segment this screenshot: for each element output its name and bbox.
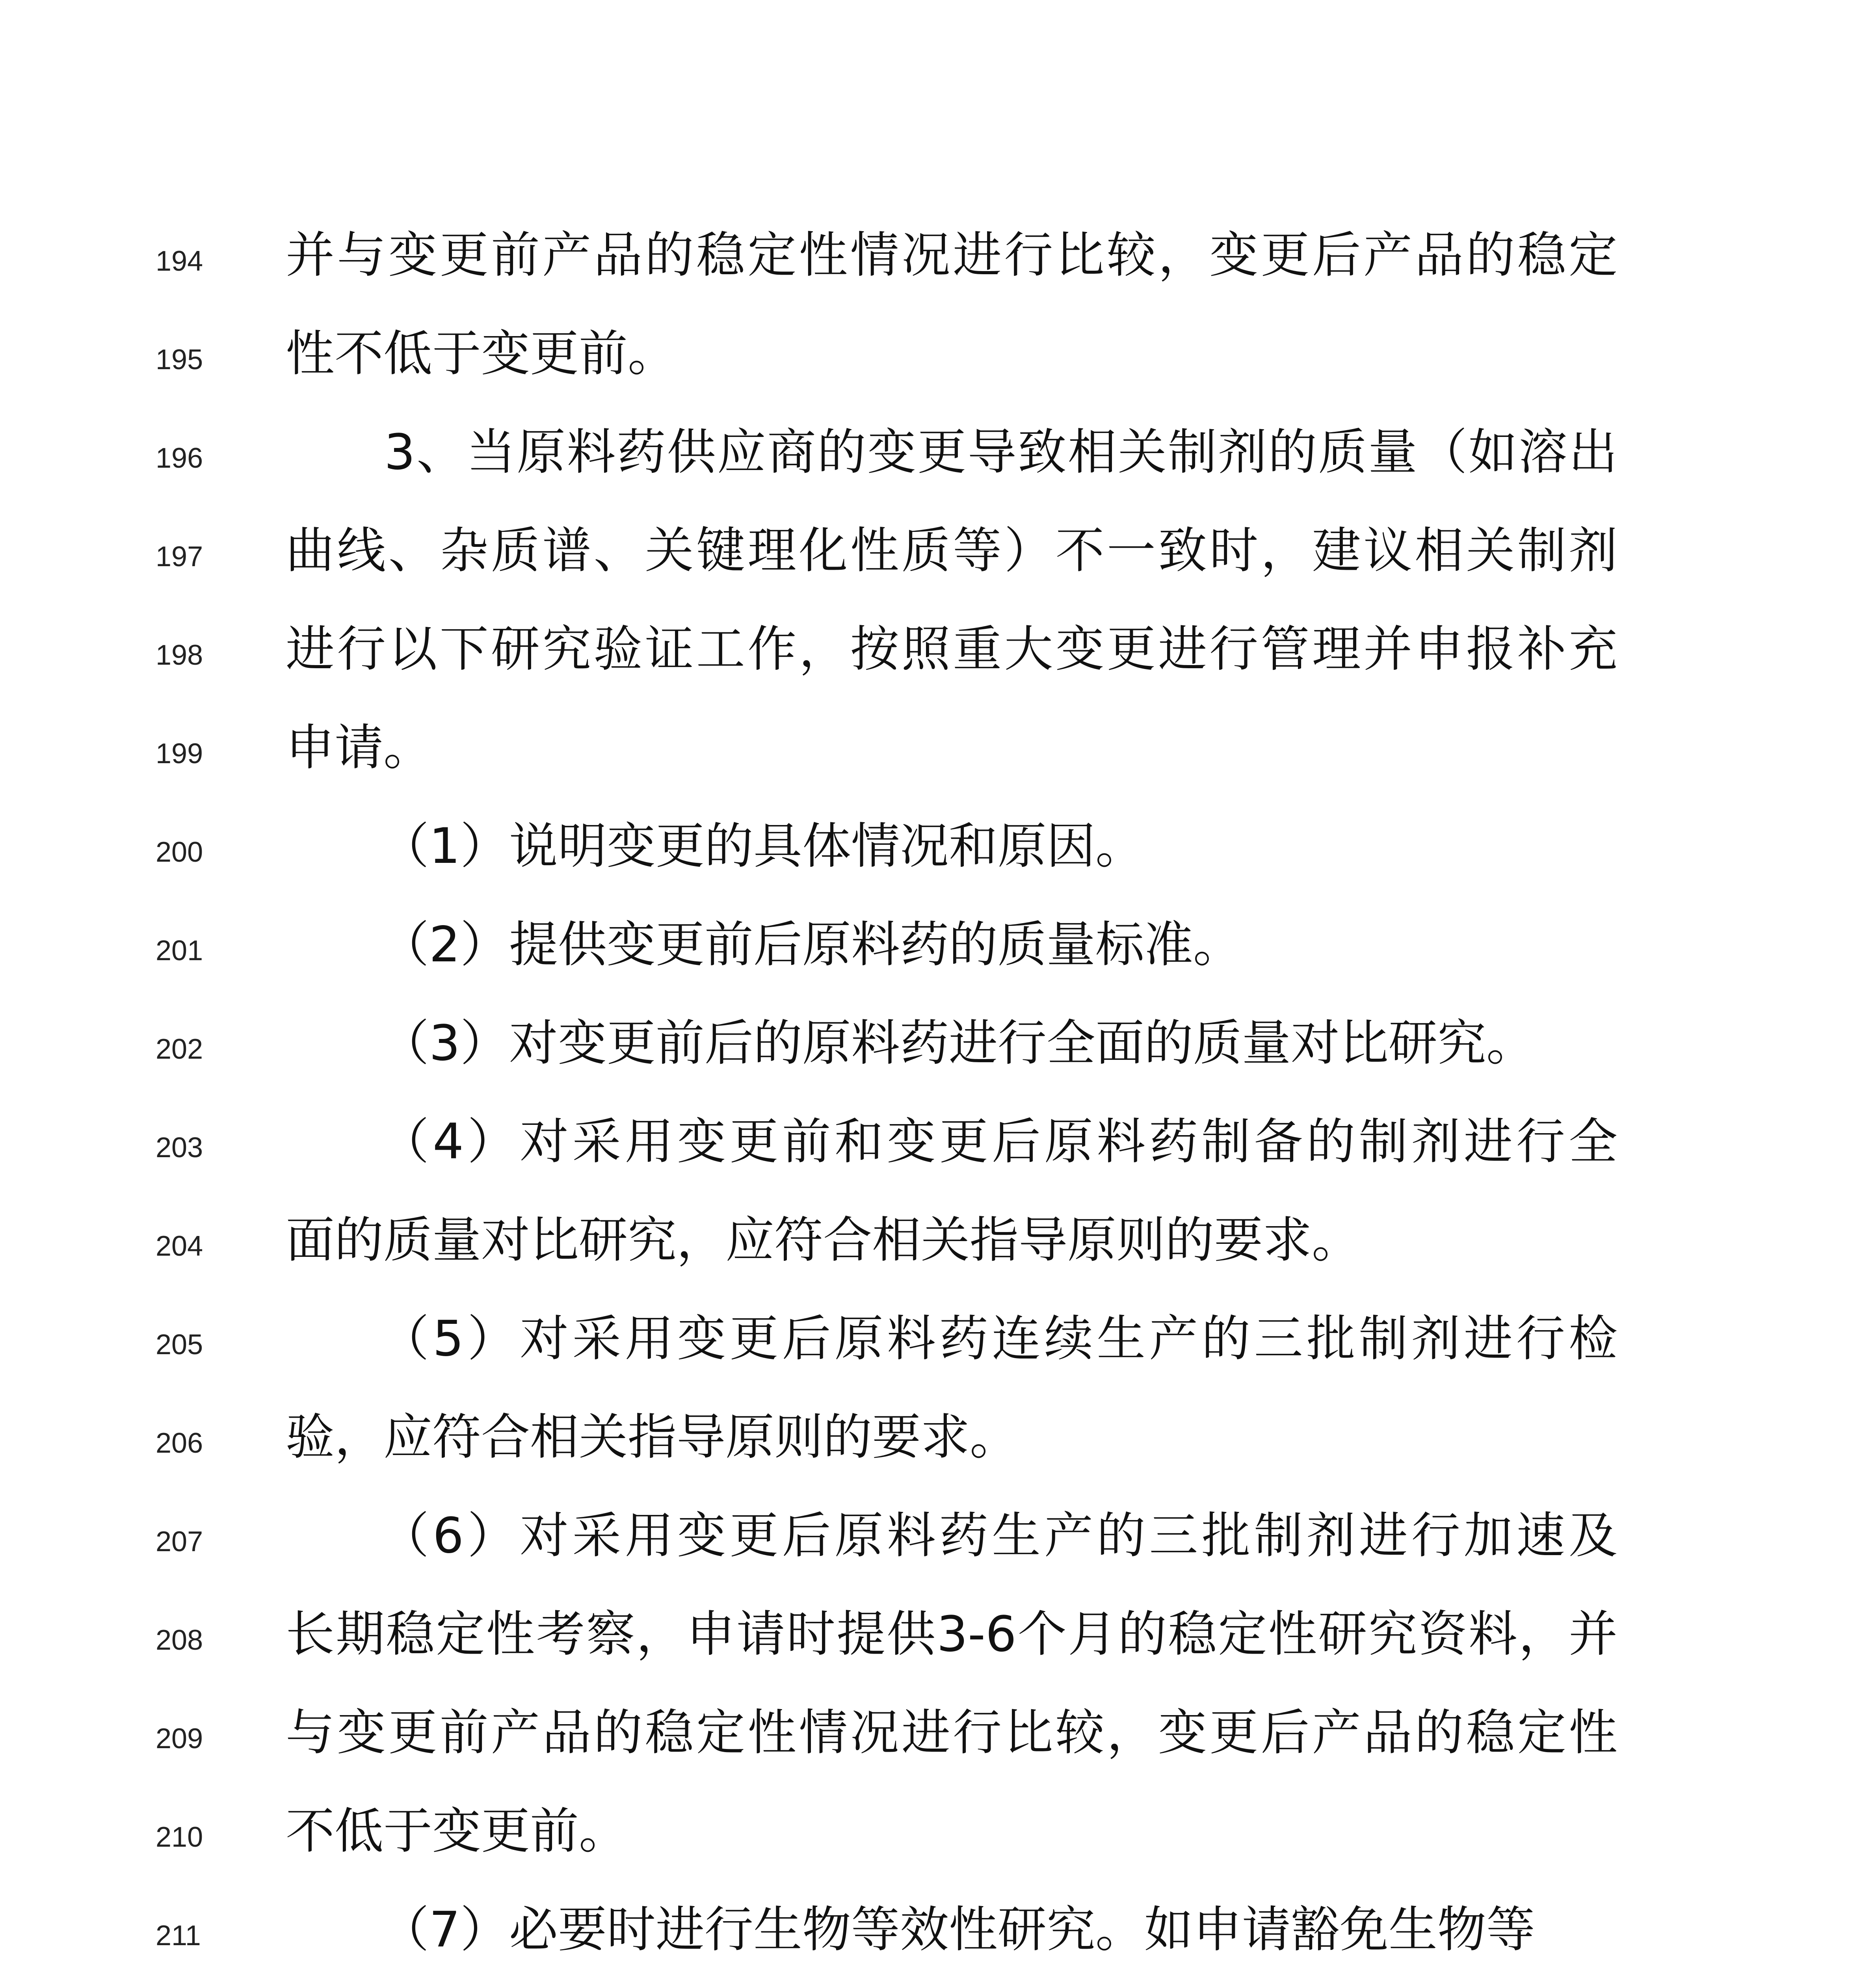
text-line: [0, 902, 1876, 1001]
line-text: 验，应符合相关指导原则的要求。: [286, 1409, 1019, 1466]
text-line: [0, 1493, 1876, 1592]
text-line: [0, 1395, 1876, 1493]
line-number: 201: [156, 935, 203, 966]
text-line: [0, 1099, 1876, 1198]
line-number: 196: [156, 442, 203, 474]
line-number: 194: [156, 245, 203, 277]
line-text: （5）对采用变更后原料药连续生产的三批制剂进行检: [380, 1310, 1618, 1367]
line-number: 207: [156, 1526, 203, 1557]
line-text: 性不低于变更前。: [286, 325, 677, 382]
line-text: （7）必要时进行生物等效性研究。如申请豁免生物等: [380, 1901, 1535, 1958]
line-number: 209: [156, 1723, 203, 1754]
line-number: 203: [156, 1132, 203, 1163]
text-line: [0, 804, 1876, 902]
text-line: [0, 1198, 1876, 1296]
line-number: 208: [156, 1624, 203, 1656]
line-text: （4）对采用变更前和变更后原料药制备的制剂进行全: [380, 1113, 1618, 1170]
line-text: 与变更前产品的稳定性情况进行比较，变更后产品的稳定性: [286, 1704, 1618, 1761]
line-text: 长期稳定性考察，申请时提供3-6个月的稳定性研究资料，并: [286, 1606, 1618, 1663]
line-number: 199: [156, 738, 203, 769]
line-number: 197: [156, 541, 203, 572]
text-line: [0, 213, 1876, 311]
line-number: 206: [156, 1427, 203, 1459]
line-text: （1）说明变更的具体情况和原因。: [380, 818, 1144, 875]
text-line: [0, 508, 1876, 607]
text-line: [0, 1001, 1876, 1099]
line-text: 曲线、杂质谱、关键理化性质等）不一致时，建议相关制剂: [286, 522, 1618, 579]
line-text: 不低于变更前。: [286, 1803, 628, 1860]
line-number: 202: [156, 1033, 203, 1065]
line-number: 205: [156, 1329, 203, 1360]
line-text: （2）提供变更前后原料药的质量标准。: [380, 916, 1242, 973]
line-number: 210: [156, 1821, 203, 1853]
line-text: （6）对采用变更后原料药生产的三批制剂进行加速及: [380, 1507, 1618, 1564]
text-line: [0, 1887, 1876, 1970]
line-number: 204: [156, 1230, 203, 1262]
text-line: [0, 1296, 1876, 1395]
line-number: 211: [156, 1920, 201, 1951]
line-number: 200: [156, 836, 203, 868]
line-number: 198: [156, 639, 203, 671]
line-text: （3）对变更前后的原料药进行全面的质量对比研究。: [380, 1015, 1535, 1072]
text-line: [0, 1690, 1876, 1789]
text-line: [0, 1789, 1876, 1887]
text-line: [0, 410, 1876, 508]
line-text: 3、当原料药供应商的变更导致相关制剂的质量（如溶出: [384, 424, 1618, 481]
line-number: 195: [156, 344, 203, 375]
line-text: 申请。: [286, 719, 433, 776]
line-text: 进行以下研究验证工作，按照重大变更进行管理并申报补充: [286, 621, 1618, 678]
line-text: 面的质量对比研究，应符合相关指导原则的要求。: [286, 1212, 1361, 1269]
text-line: [0, 1592, 1876, 1690]
line-text: 并与变更前产品的稳定性情况进行比较，变更后产品的稳定: [286, 227, 1618, 284]
text-line: [0, 311, 1876, 410]
text-line: [0, 607, 1876, 705]
text-line: [0, 705, 1876, 804]
